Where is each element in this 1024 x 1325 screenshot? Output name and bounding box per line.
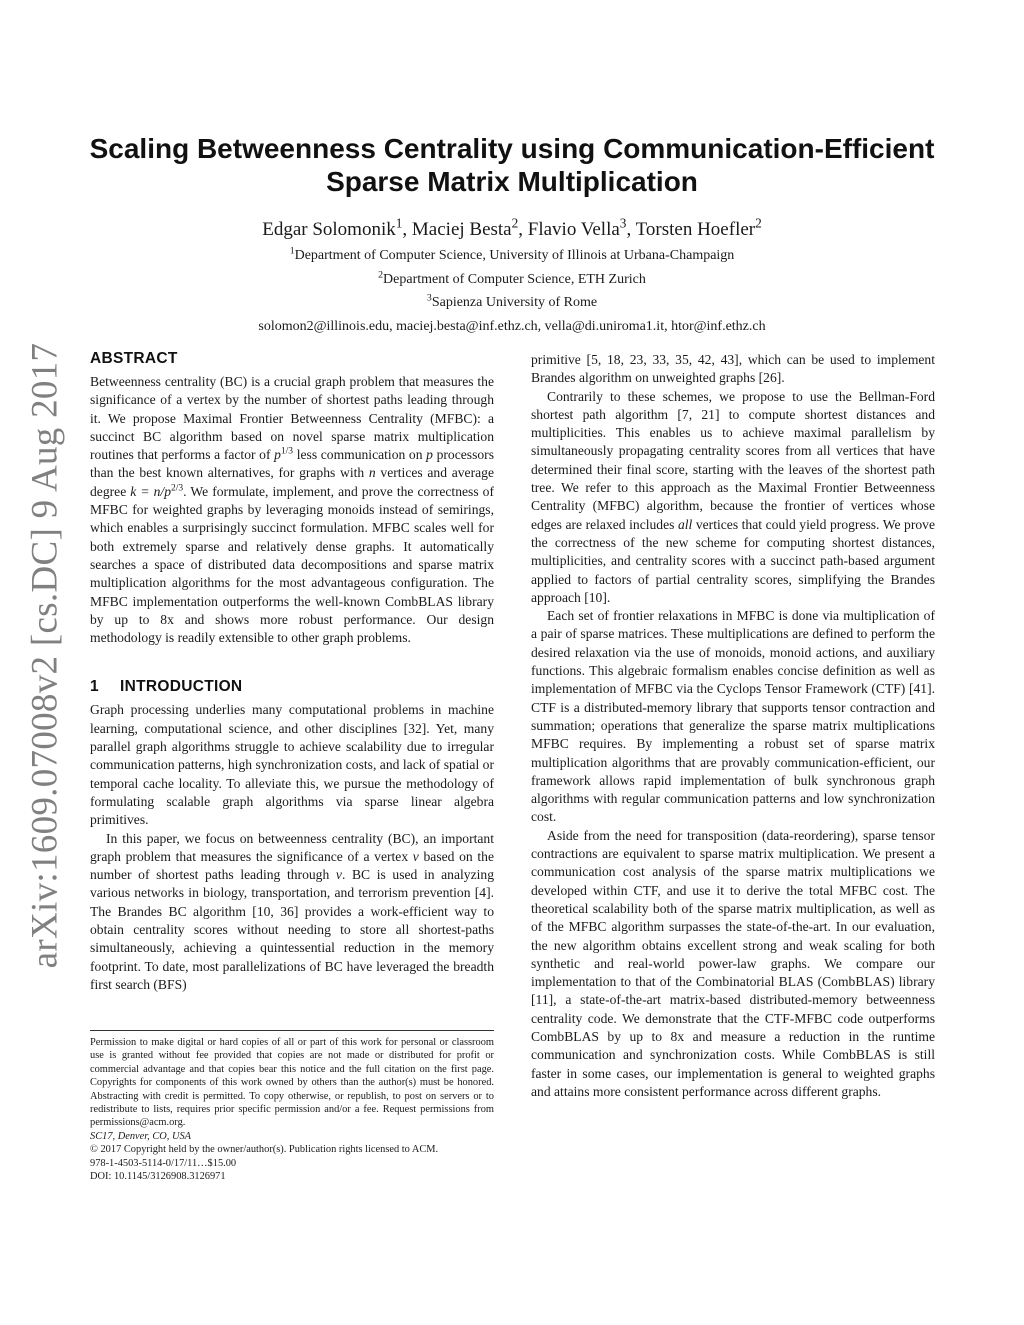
- math-n: n: [368, 465, 376, 481]
- intro-paragraph-4: Each set of frontier relaxations in MFBC is done via multiplication of a pair of sparse matrices. These multiplications are defined to perform the desired relaxation via the use of monoids, monoid actions, and auxiliary functions. This algebraic formalism enables concise definition as well as implementation of MFBC via the Cyclops Tensor Framework (CTF) [41]. CTF is a distributed-memory library that supports tensor contraction and summation; operations that generalize the sparse matrix multiplications MFBC requires. By implementing a robust set of sparse matrix multiplication algorithms that are provably communication-efficient, our framework allows rapid implementation of bulk synchronous graph algorithms with regular communication patterns and low synchronization cost.: [531, 608, 935, 825]
- doi-line: DOI: 10.1145/3126908.3126971: [90, 1171, 226, 1183]
- author-emails: solomon2@illinois.edu, maciej.besta@inf.ethz.ch, vella@di.uniroma1.it, htor@inf.ethz.ch: [258, 319, 766, 334]
- introduction-heading: [90, 677, 494, 697]
- author-name: Edgar Solomonik: [262, 219, 396, 240]
- author-name: Flavio Vella: [527, 219, 620, 240]
- abstract-text: less communication on: [293, 447, 427, 463]
- author-name: Torsten Hoefler: [635, 219, 756, 240]
- title-line-1: Scaling Betweenness Centrality using Communication-Efficient: [89, 133, 935, 164]
- section-title: INTRODUCTION: [120, 678, 243, 696]
- math-p: p: [274, 447, 281, 463]
- author-affiliation-mark: 2: [755, 215, 762, 231]
- abstract-text: Betweenness centrality (BC) is a crucial graph problem that measures the significance of a vertex by the number of shortest paths leading through it. We propose Maximal Frontier Betweenness Centrality (MFBC): a succinct BC algorithm based on novel sparse matrix multiplication routines that performs a factor of: [90, 374, 494, 463]
- author-affiliation-mark: 2: [511, 215, 519, 231]
- copyright-notice: © 2017 Copyright held by the owner/author(s). Publication rights licensed to ACM.: [90, 1144, 439, 1156]
- paragraph-text: based on the number of shortest paths leading through: [90, 848, 494, 883]
- author-affiliation-mark: 3: [619, 215, 627, 231]
- abstract-heading: ABSTRACT: [90, 350, 178, 367]
- conference-info: SC17, Denver, CO, USA: [90, 1130, 192, 1142]
- abstract-text: . We formulate, implement, and prove the correctness of MFBC for weighted graphs by leveraging monoids instead of semirings, which enables a surprisingly succinct formulation. MFBC scales well for both extremely sparse and relatively dense graphs. It automatically searches a space of distributed data decompositions and sparse matrix multiplication algorithms for the most advantageous configuration. The MFBC implementation outperforms the well-known CombBLAS library by up to 8x and shows more robust performance. Our design methodology is readily extensible to other graph problems.: [90, 483, 495, 646]
- emphasis-all: all: [677, 516, 693, 532]
- paragraph-text: . BC is used in analyzing various networks in biology, transportation, and terrorism prevention [4]. The Brandes BC algorithm [10, 36] provides a work-efficient way to obtain centrality scores without needing to store all shortest-paths simultaneously, achieving a quintessential reduction in the memory footprint. To date, most parallelizations of BC have leveraged the breadth first search (BFS): [90, 867, 494, 992]
- affiliation-1: [60, 247, 964, 265]
- author-name: Maciej Besta: [411, 219, 512, 240]
- intro-paragraph-3: [531, 388, 935, 608]
- math-exponent: 1/3: [280, 446, 294, 457]
- affiliation-2: [60, 271, 964, 289]
- paper-title: [60, 132, 964, 198]
- affiliation-number: 2: [378, 269, 384, 281]
- math-exponent: 2/3: [171, 483, 184, 494]
- affiliation-text: Department of Computer Science, ETH Zurich: [383, 272, 646, 287]
- title-line-2: Sparse Matrix Multiplication: [326, 166, 698, 197]
- isbn-line: 978-1-4503-5114-0/17/11…$15.00: [90, 1157, 237, 1169]
- arxiv-identifier-text: arXiv:1609.07008v2 [cs.DC] 9 Aug 2017: [24, 342, 66, 968]
- abstract-paragraph: [90, 373, 494, 647]
- affiliation-number: 3: [426, 292, 432, 304]
- left-column: [90, 349, 494, 994]
- math-degree: k = n/p: [130, 483, 171, 499]
- intro-paragraph-2: [90, 830, 494, 995]
- abstract-text: processors than the best known alternatives, for graphs with: [90, 447, 494, 481]
- affiliation-text: Sapienza University of Rome: [431, 295, 598, 310]
- paragraph-text: In this paper, we focus on betweenness centrality (BC), an important graph problem that measures the significance of a vertex: [90, 830, 494, 864]
- section-number: 1: [90, 678, 99, 696]
- author-affiliation-mark: 1: [395, 215, 403, 231]
- arxiv-identifier: [14, 342, 76, 968]
- intro-paragraph-2-continued: primitive [5, 18, 23, 33, 35, 42, 43], which can be used to implement Brandes algorithm on unweighted graphs [26].: [531, 352, 935, 386]
- permission-footnote: [90, 1030, 494, 1183]
- intro-paragraph-1: Graph processing underlies many computational problems in machine learning, computational science, and other disciplines [32]. Yet, many parallel graph algorithms struggle to achieve scalability due to irregular communication patterns, high synchronization costs, and lack of spatial or temporal cache locality. To alleviate this, we pursue the methodology of formulating scalable graph algorithms via sparse linear algebra primitives.: [90, 702, 494, 828]
- right-column: [531, 351, 935, 1101]
- affiliation-3: [60, 294, 964, 312]
- affiliation-text: Department of Computer Science, University of Illinois at Urbana-Champaign: [294, 248, 735, 263]
- author-list: Edgar Solomonik$^1$, Maciej Besta$^2$, Flavio Vella$^3$, Torsten Hoefler$^2$: [262, 215, 762, 240]
- paragraph-text: Contrarily to these schemes, we propose to use the Bellman-Ford shortest path algorithm [7, 21] to compute shortest distances and multiplicities. This enables us to achieve maximal parallelism by simultaneously propagating centrality scores from all vertices that have determined their final score, starting with the leaves of the shortest path tree. We refer to this approach as the Maximal Frontier Betweenness Centrality (MFBC) algorithm, because the frontier of vertices whose edges are relaxed includes: [531, 388, 935, 532]
- paragraph-text: vertices that could yield progress. We prove the correctness of the new scheme for computing shortest distances, multiplicities, and centrality scores with a succinct path-based argument applied to factors of partial centrality scores, simplifying the Brandes approach [10].: [531, 516, 935, 605]
- permission-text: Permission to make digital or hard copies of all or part of this work for personal or classroom use is granted without fee provided that copies are not made or distributed for profit or commercial advantage and that copies bear this notice and the full citation on the first page. Copyrights for components of this work owned by others than the author(s) must be honored. Abstracting with credit is permitted. To copy otherwise, or republish, to post on servers or to redistribute to lists, requires prior specific permission and/or a fee. Request permissions from permissions@acm.org.: [90, 1037, 494, 1129]
- intro-paragraph-5: Aside from the need for transposition (data-reordering), sparse tensor contractions are equivalent to sparse matrix multiplication. We present a communication cost analysis of the sparse matrix multiplications we developed within CTF, and use it to derive the total MFBC cost. The theoretical scalability both of the sparse matrix multiplication, as well as of the MFBC algorithm surpasses the state-of-the-art. In our evaluation, the new algorithm obtains excellent strong and weak scaling for both synthetic and real-world power-law graphs. We compare our implementation to that of the Combinatorial BLAS (CombBLAS) library [11], a state-of-the-art matrix-based distributed-memory betweenness centrality code. We demonstrate that the CTF-MFBC code outperforms CombBLAS by up to 8x and measure a reduction in the runtime communication and synchronization costs. While CombBLAS is still faster in some cases, our implementation is general to weighted graphs and attains more consistent performance across different graphs.: [531, 827, 935, 1099]
- math-v: v: [412, 848, 419, 864]
- affiliation-number: 1: [289, 245, 295, 257]
- abstract-text: vertices and average degree: [90, 465, 494, 499]
- math-p: p: [426, 447, 433, 463]
- math-v: v: [335, 867, 342, 883]
